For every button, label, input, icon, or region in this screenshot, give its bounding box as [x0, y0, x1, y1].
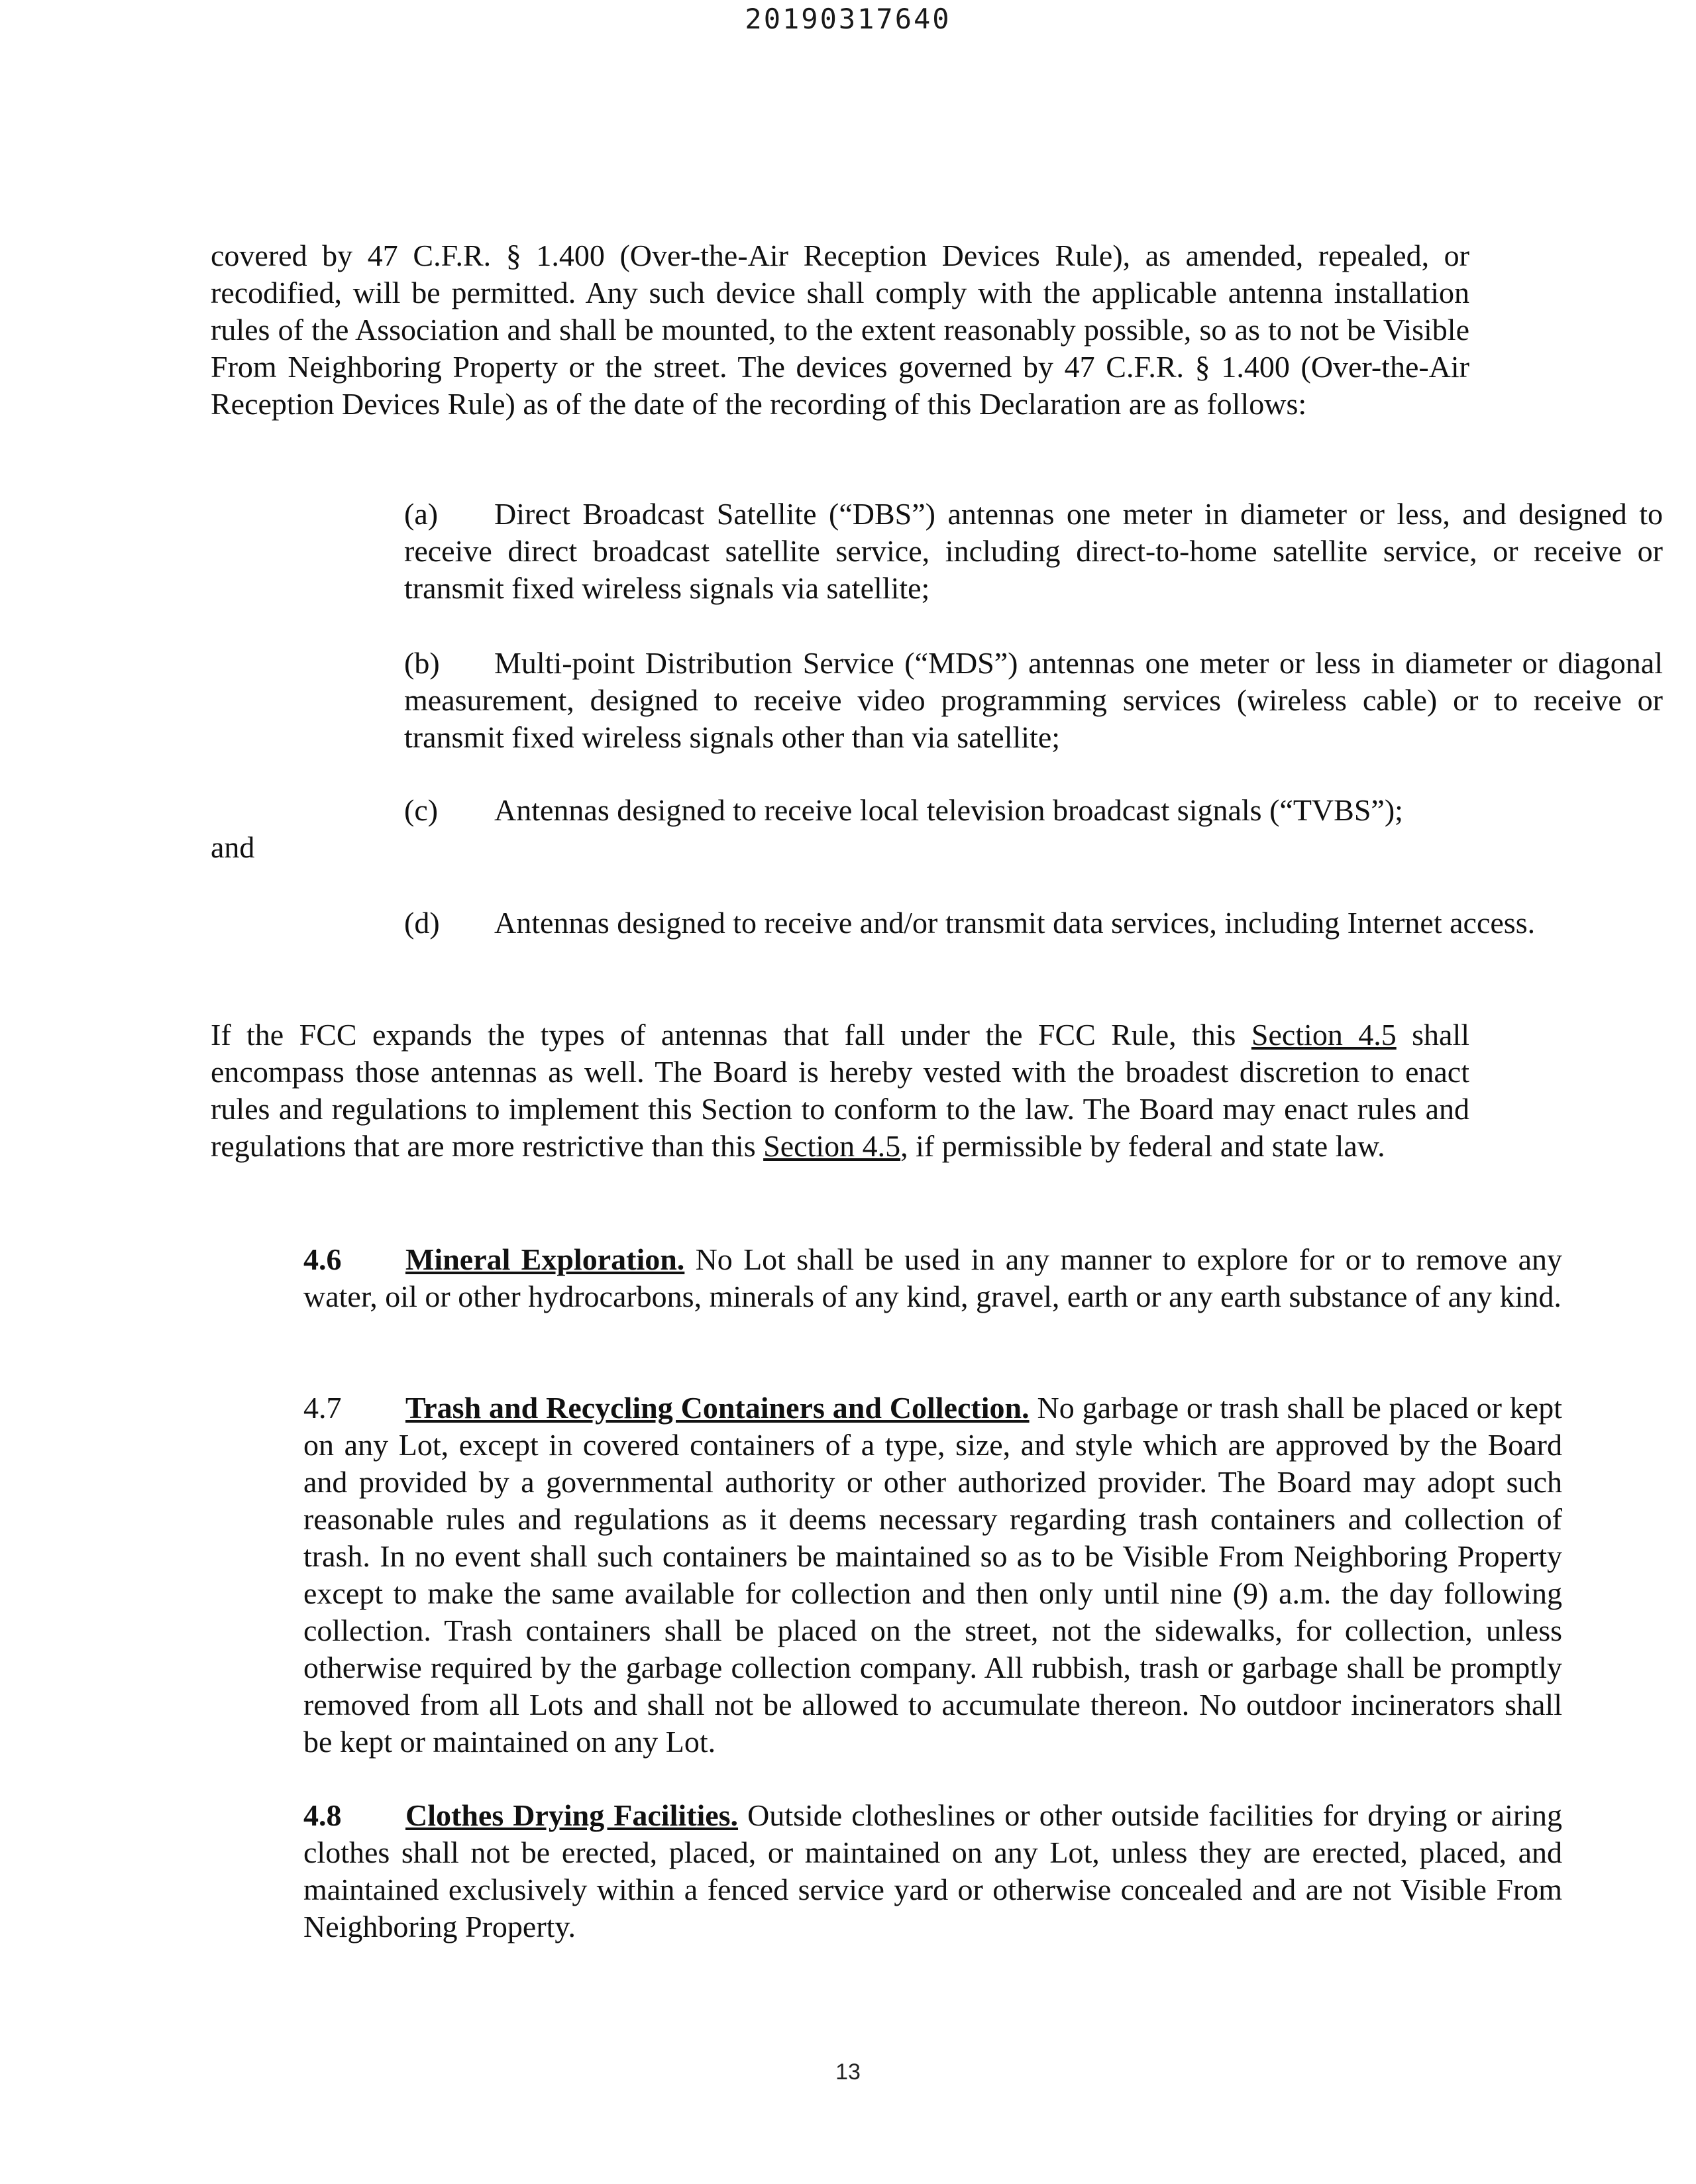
section-reference: Section 4.5 [1251, 1018, 1397, 1052]
list-item-text: Multi-point Distribution Service (“MDS”) antennas one meter or less in diameter or diagonal measurement, designed to receive video programming services (wireless cable) or to receive or transmit fixed wireless signals other than via satellite; [404, 646, 1663, 754]
section-text: No garbage or trash shall be placed or kept on any Lot, except in covered containers of a type, size, and style which are approved by the Board and provided by a governmental authority or other authorized provider. The Board may adopt such reasonable rules and regulations as it deems necessary regarding trash containers and collection of trash. In no event shall such containers be maintained so as to be Visible From Neighboring Property except to make the same available for collection and then only until nine (9) a.m. the day following collection. Trash containers shall be placed on the street, not the sidewalks, for collection, unless otherwise required by the garbage collection company. All rubbish, trash or garbage shall be promptly removed from all Lots and shall not be allowed to accumulate thereon. No outdoor incinerators shall be kept or maintained on any Lot. [303, 1391, 1562, 1759]
section-number: 4.6 [303, 1242, 342, 1276]
section-text: No Lot shall be used in any manner to explore for or to remove any water, oil or other hydrocarbons, minerals of any kind, gravel, earth or any earth substance of any kind. [303, 1242, 1562, 1313]
list-item-b [211, 645, 1663, 756]
fcc-text-2: shall encompass those antennas as well. The Board is hereby vested with the broadest discretion to enact rules and regulations to implement this Section to conform to the law. The Board may enact rules and regulations that are more restrictive than this [211, 1018, 1469, 1163]
section-text: Outside clotheslines or other outside facilities for drying or airing clothes shall not be erected, placed, or maintained on any Lot, unless they are erected, placed, and maintained exclusively within a fenced service yard or otherwise concealed and are not Visible From Neighboring Property. [303, 1798, 1562, 1943]
section-heading: Trash and Recycling Containers and Collection. [405, 1391, 1030, 1425]
section-4-7 [211, 1390, 1562, 1761]
fcc-paragraph [211, 1016, 1469, 1165]
list-item-text: Antennas designed to receive local television broadcast signals (“TVBS”); [494, 793, 1403, 827]
document-number: 20190317640 [745, 3, 951, 35]
fcc-text-1: If the FCC expands the types of antennas that fall under the FCC Rule, this [211, 1018, 1251, 1052]
section-4-8 [211, 1797, 1562, 1945]
list-item-text: Antennas designed to receive and/or transmit data services, including Internet access. [494, 906, 1536, 940]
fcc-text-3: , if permissible by federal and state law. [900, 1129, 1385, 1163]
list-marker: (c) [404, 793, 439, 827]
list-item-a [211, 496, 1663, 607]
section-number: 4.8 [303, 1798, 342, 1832]
list-item-d [211, 904, 1663, 942]
list-connector: and [211, 830, 255, 864]
list-marker: (a) [404, 497, 439, 531]
section-heading: Clothes Drying Facilities. [405, 1798, 739, 1832]
page-number: 13 [835, 2059, 861, 2085]
section-heading: Mineral Exploration. [405, 1242, 685, 1276]
list-item-text: Direct Broadcast Satellite (“DBS”) antennas one meter in diameter or less, and designed to receive direct broadcast satellite service, including direct-to-home satellite service, or receive or transmit fixed wireless signals via satellite; [404, 497, 1663, 605]
section-number: 4.7 [303, 1391, 342, 1425]
list-marker: (d) [404, 906, 440, 940]
section-4-6 [211, 1241, 1562, 1315]
intro-paragraph: covered by 47 C.F.R. § 1.400 (Over-the-Air Reception Devices Rule), as amended, repealed, or recodified, will be permitted. Any such device shall comply with the applicable antenna installation rules of the Association and shall be mounted, to the extent reasonably possible, so as to not be Visible From Neighboring Property or the street. The devices governed by 47 C.F.R. § 1.400 (Over-the-Air Reception Devices Rule) as of the date of the recording of this Declaration are as follows: [211, 239, 1469, 421]
list-item-c [211, 792, 1469, 866]
list-marker: (b) [404, 646, 440, 680]
section-reference: Section 4.5 [763, 1129, 901, 1163]
